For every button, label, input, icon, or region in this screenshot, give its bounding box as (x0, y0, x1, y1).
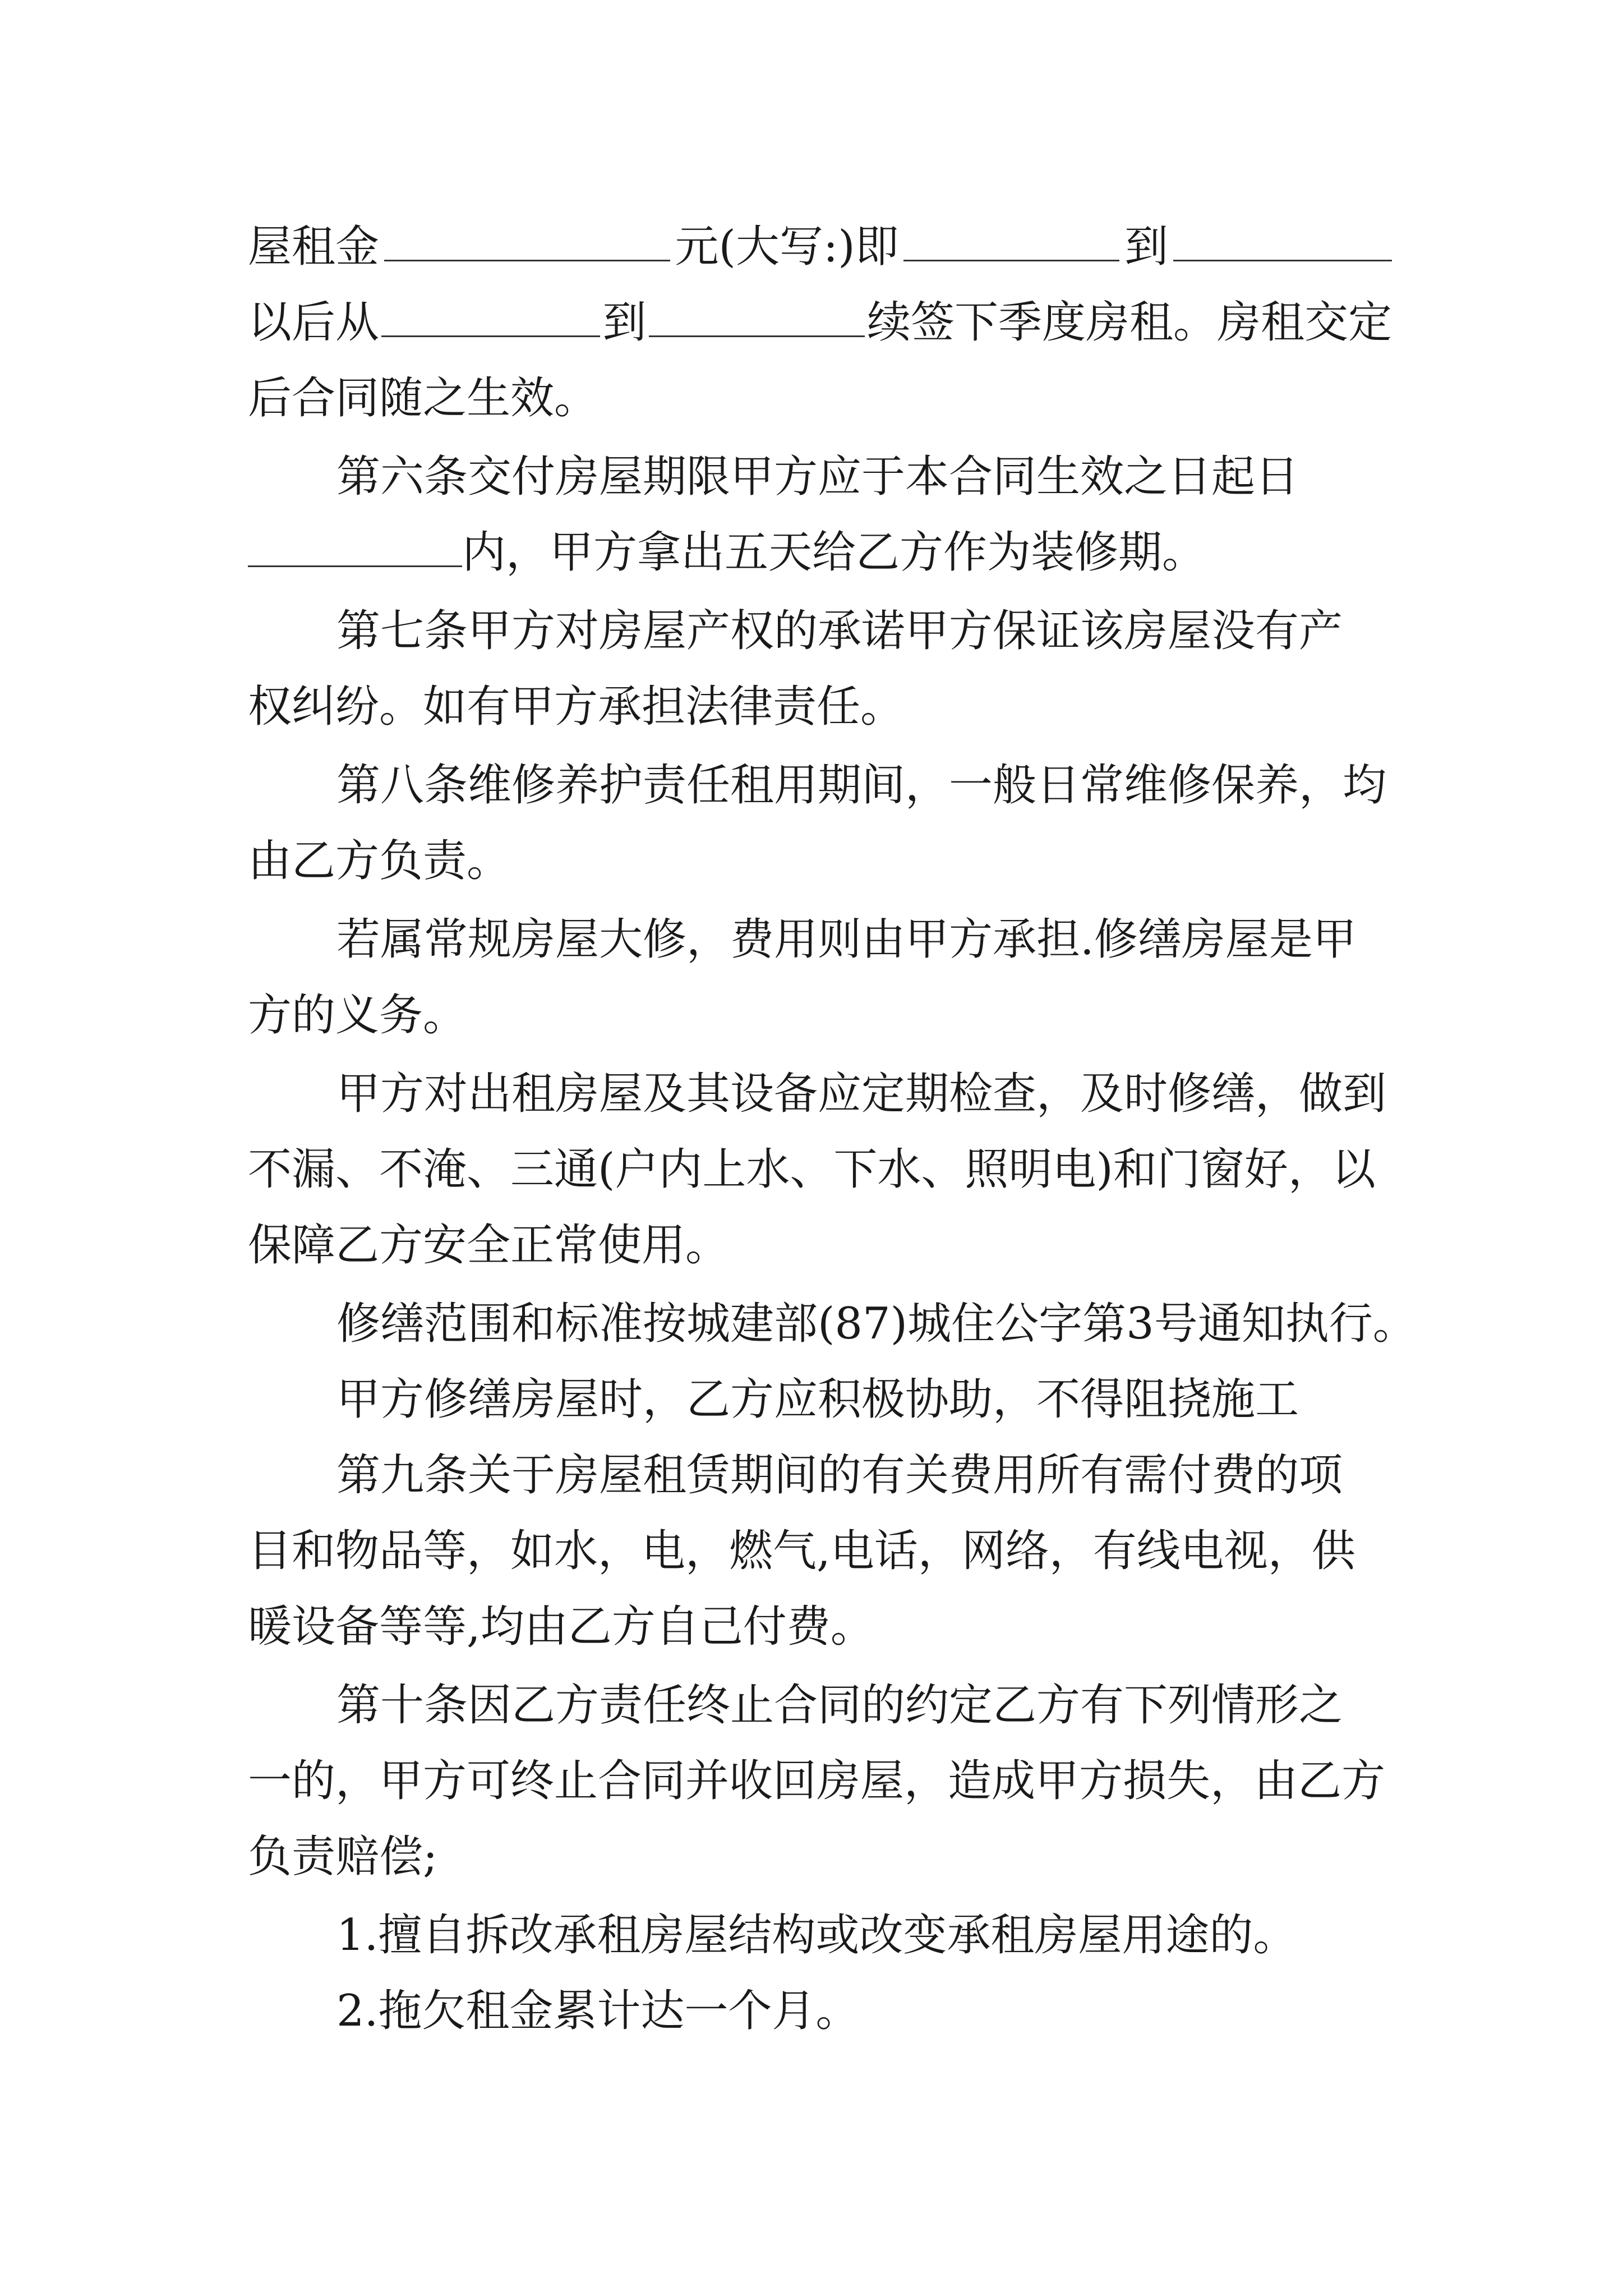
paragraph-rent-line-3: 后合同随之生效。 (248, 373, 598, 424)
list-item-1: 1.擅自拆改承租房屋结构或改变承租房屋用途的。 (336, 1910, 1297, 1961)
fill-blank-rent-amount[interactable] (384, 220, 670, 261)
inspection-line-2: 不漏、不淹、三通(户内上水、下水、照明电)和门窗好，以 (248, 1144, 1376, 1195)
paragraph-rent-line-1 (248, 219, 1392, 275)
article-10-line-2: 一的，甲方可终止合同并收回房屋，造成甲方损失，由乙方 (248, 1756, 1386, 1806)
major-repair-line-1: 若属常规房屋大修，费用则由甲方承担.修缮房屋是甲 (336, 914, 1357, 965)
article-10-line-3: 负责赔偿; (248, 1832, 438, 1882)
article-7-line-1: 第七条甲方对房屋产权的承诺甲方保证该房屋没有产 (336, 606, 1343, 656)
article-9-line-2: 目和物品等，如水，电，燃气,电话，网络，有线电视，供 (248, 1526, 1355, 1576)
fill-blank-date-to[interactable] (1173, 220, 1392, 261)
inspection-line-3: 保障乙方安全正常使用。 (248, 1220, 730, 1271)
list-item-2: 2.拖欠租金累计达一个月。 (336, 1986, 860, 2036)
text-segment: 以后从 (248, 297, 380, 348)
article-9-line-1: 第九条关于房屋租赁期间的有关费用所有需付费的项 (336, 1450, 1343, 1501)
article-7-line-2: 权纠纷。如有甲方承担法律责任。 (248, 682, 905, 732)
fill-blank-delivery-days[interactable] (248, 526, 462, 567)
text-segment: 到 (1124, 222, 1169, 272)
article-10-line-1: 第十条因乙方责任终止合同的约定乙方有下列情形之 (336, 1680, 1343, 1731)
major-repair-line-2: 方的义务。 (248, 990, 467, 1041)
article-9-line-3: 暖设备等等,均由乙方自己付费。 (248, 1602, 874, 1652)
text-segment: 元(大写:)即 (675, 222, 899, 272)
text-segment: 内，甲方拿出五天给乙方作为装修期。 (462, 527, 1206, 578)
repair-cooperation-line: 甲方修缮房屋时，乙方应积极协助，不得阻挠施工 (336, 1374, 1299, 1425)
repair-standard-line: 修缮范围和标准按城建部(87)城住公字第3号通知执行。 (336, 1299, 1417, 1349)
text-segment: 到 (602, 297, 647, 348)
text-segment: 屋租金 (248, 222, 380, 272)
text-segment: 续签下季度房租。房租交定 (866, 297, 1392, 348)
fill-blank-date-from[interactable] (903, 220, 1119, 261)
fill-blank-renew-to[interactable] (649, 296, 865, 337)
article-6-line-2 (248, 524, 1392, 581)
fill-blank-renew-from[interactable] (381, 296, 600, 337)
article-8-line-1: 第八条维修养护责任租用期间，一般日常维修保养，均 (336, 760, 1387, 811)
article-6-line-1: 第六条交付房屋期限甲方应于本合同生效之日起日 (336, 452, 1299, 502)
inspection-line-1: 甲方对出租房屋及其设备应定期检查，及时修缮，做到 (336, 1069, 1387, 1119)
paragraph-rent-line-2 (248, 295, 1392, 351)
article-8-line-2: 由乙方负责。 (248, 836, 511, 886)
